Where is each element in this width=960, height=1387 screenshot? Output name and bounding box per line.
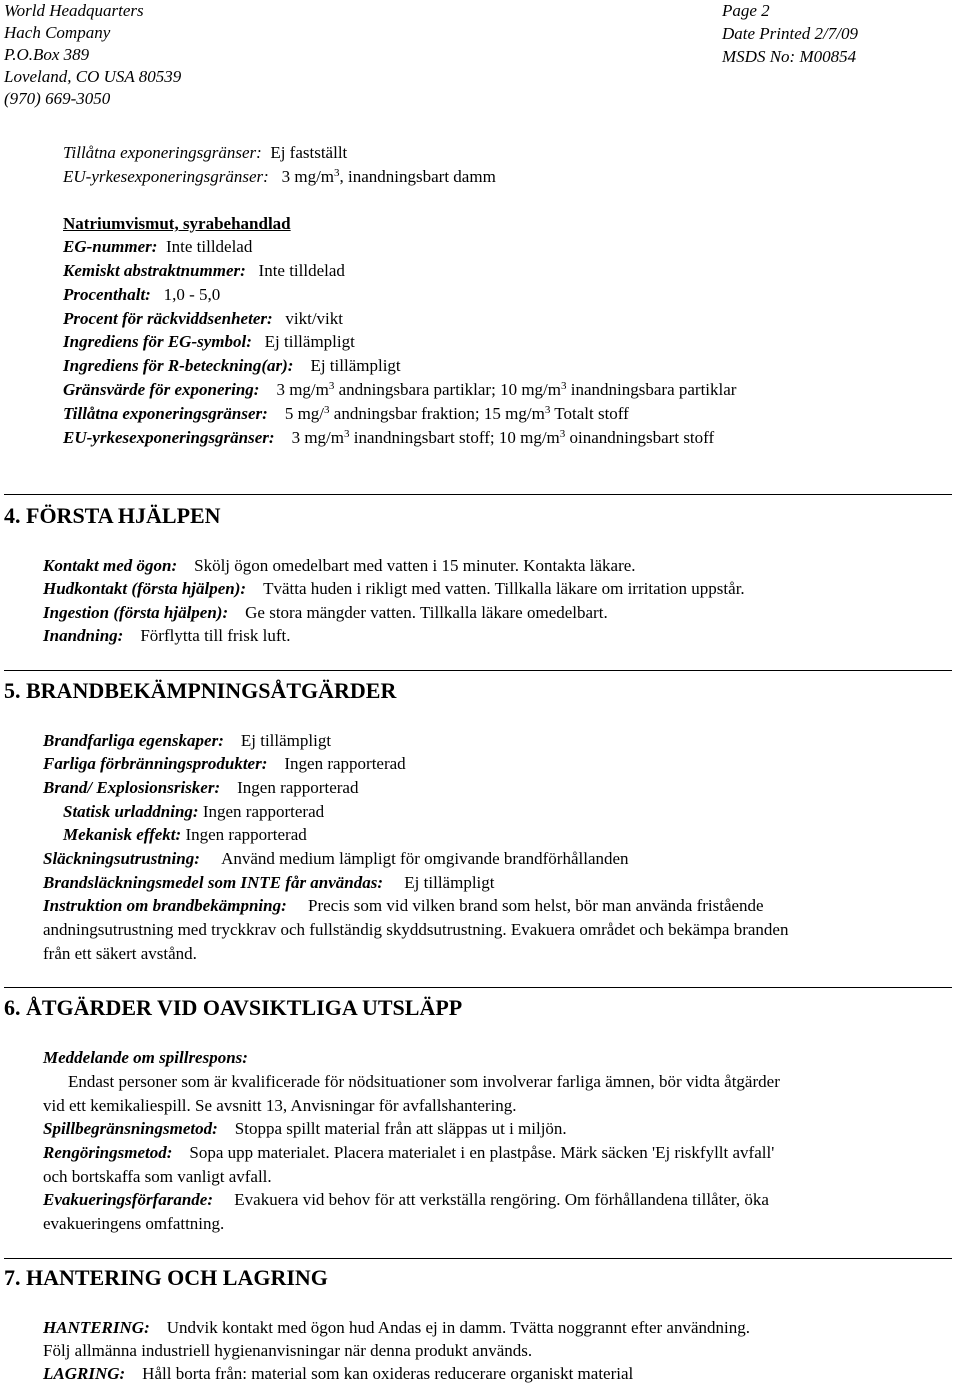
field-label: Släckningsutrustning: xyxy=(43,849,200,868)
address-line: Hach Company xyxy=(4,23,111,42)
field-value: Tvätta huden i rikligt med vatten. Tillkalla läkare om irritation uppstår. xyxy=(263,579,745,598)
superscript: 3 xyxy=(328,380,335,392)
superscript: 3 xyxy=(343,428,350,440)
field-value: Håll borta från: material som kan oxideras reducerare organiskt material xyxy=(142,1364,634,1383)
exposure-row xyxy=(63,166,496,188)
handling-row xyxy=(43,1317,750,1339)
section-divider xyxy=(4,987,952,988)
fire-row xyxy=(63,801,324,823)
release-text-line: Endast personer som är kvalificerade för nödsituationer som involverar farliga ämnen, bör vidta åtgärder xyxy=(68,1072,780,1091)
ingredient-row xyxy=(63,331,355,353)
field-value: Ej tillämpligt xyxy=(310,356,401,375)
fire-row xyxy=(43,753,406,775)
field-label: Evakueringsförfarande: xyxy=(43,1190,214,1209)
field-value: andningsbar fraktion; 15 mg/m xyxy=(329,404,545,423)
field-label: Ingestion (första hjälpen): xyxy=(43,603,229,622)
field-label: LAGRING: xyxy=(43,1364,126,1383)
field-label: Ingrediens för EG-symbol: xyxy=(63,332,252,351)
ingredient-row xyxy=(63,403,629,425)
field-value: Inte tilldelad xyxy=(165,237,253,256)
field-label: Instruktion om brandbekämpning: xyxy=(43,896,287,915)
first-aid-row xyxy=(43,578,745,600)
field-label: Meddelande om spillrespons: xyxy=(43,1048,248,1067)
field-label: Kemiskt abstraktnummer: xyxy=(63,261,246,280)
field-label: Brandsläckningsmedel som INTE får användas: xyxy=(43,873,384,892)
release-row xyxy=(43,1142,774,1164)
field-value: Ingen rapporterad xyxy=(202,802,325,821)
field-value: Använd medium lämpligt för omgivande brandförhållanden xyxy=(221,849,629,868)
section-title: 6. ÅTGÄRDER VID OAVSIKTLIGA UTSLÄPP xyxy=(4,995,463,1020)
superscript: 3 xyxy=(561,380,567,392)
ingredient-row xyxy=(63,284,220,306)
section-title: 5. BRANDBEKÄMPNINGSÅTGÄRDER xyxy=(4,678,397,703)
section-divider xyxy=(4,670,952,671)
field-value: Totalt stoff xyxy=(550,404,629,423)
field-value: inandningsbara partiklar xyxy=(566,380,737,399)
storage-row xyxy=(43,1363,633,1385)
field-label: EU-yrkesexponeringsgränser: xyxy=(63,167,269,186)
release-text-line: evakueringens omfattning. xyxy=(43,1214,225,1233)
fire-row xyxy=(43,777,358,799)
section-title: 7. HANTERING OCH LAGRING xyxy=(4,1265,328,1290)
field-label: HANTERING: xyxy=(43,1318,150,1337)
field-value: Ingen rapporterad xyxy=(284,754,406,773)
field-value: Ej tillämpligt xyxy=(240,731,332,750)
field-value: Förflytta till frisk luft. xyxy=(140,626,291,645)
ingredient-row xyxy=(63,260,345,282)
section-divider xyxy=(4,494,952,495)
ingredient-row xyxy=(63,236,252,258)
field-value: Ingen rapporterad xyxy=(237,778,359,797)
first-aid-row xyxy=(43,602,608,624)
field-value: 3 mg/m xyxy=(276,380,329,399)
field-value: Ej tillämpligt xyxy=(264,332,355,351)
field-label: EG-nummer: xyxy=(63,237,158,256)
superscript: 3 xyxy=(559,428,566,440)
field-value: andningsbara partiklar; 10 mg/m xyxy=(334,380,561,399)
address-line: Loveland, CO USA 80539 xyxy=(4,67,182,86)
field-value: , inandningsbart damm xyxy=(339,167,496,186)
field-value: 3 mg/m xyxy=(291,428,344,447)
field-label: Kontakt med ögon: xyxy=(43,556,178,575)
superscript: 3 xyxy=(324,404,330,416)
superscript: 3 xyxy=(334,167,340,179)
field-label: Rengöringsmetod: xyxy=(43,1143,173,1162)
field-label: Ingrediens för R-beteckning(ar): xyxy=(63,356,294,375)
field-value: Stoppa spillt material från att släppas ut i miljön. xyxy=(234,1119,567,1138)
address-line: P.O.Box 389 xyxy=(4,45,90,64)
field-label: EU-yrkesexponeringsgränser: xyxy=(63,428,275,447)
field-label: Spillbegränsningsmetod: xyxy=(43,1119,218,1138)
date-printed: Date Printed 2/7/09 xyxy=(722,24,858,43)
first-aid-row xyxy=(43,625,290,647)
field-value: inandningsbart stoff; 10 mg/m xyxy=(349,428,560,447)
first-aid-row xyxy=(43,555,636,577)
release-row xyxy=(43,1118,567,1140)
release-text-line: vid ett kemikaliespill. Se avsnitt 13, Anvisningar för avfallshantering. xyxy=(43,1096,517,1115)
fire-row xyxy=(63,824,307,846)
field-label: Tillåtna exponeringsgränser: xyxy=(63,404,268,423)
section-divider xyxy=(4,1258,952,1259)
field-label: Farliga förbränningsprodukter: xyxy=(43,754,268,773)
fire-text-line: från ett säkert avstånd. xyxy=(43,944,197,963)
field-label: Tillåtna exponeringsgränser: xyxy=(63,143,262,162)
field-label: Mekanisk effekt: xyxy=(63,825,182,844)
field-value: 1,0 - 5,0 xyxy=(163,285,221,304)
fire-row xyxy=(43,895,764,917)
ingredient-name: Natriumvismut, syrabehandlad xyxy=(63,214,291,233)
field-value: vikt/vikt xyxy=(285,309,344,328)
handling-text-line: Följ allmänna industriell hygienanvisningar när denna produkt används. xyxy=(43,1341,533,1360)
field-value: Ej tillämpligt xyxy=(404,873,495,892)
msds-number: MSDS No: M00854 xyxy=(722,47,857,66)
company-address xyxy=(4,0,181,110)
field-value: Precis som vid vilken brand som helst, bör man använda fristående xyxy=(308,896,764,915)
field-value: Ej fastställt xyxy=(270,143,348,162)
fire-row xyxy=(43,848,629,870)
field-label: Inandning: xyxy=(43,626,124,645)
field-value: 3 mg/m xyxy=(281,167,335,186)
ingredient-row xyxy=(63,379,736,401)
ingredient-row xyxy=(63,308,343,330)
field-label: Gränsvärde för exponering: xyxy=(63,380,260,399)
ingredient-row xyxy=(63,355,401,377)
fire-row xyxy=(43,872,495,894)
address-line: World Headquarters xyxy=(4,1,144,20)
field-label: Brandfarliga egenskaper: xyxy=(43,731,224,750)
field-value: Evakuera vid behov för att verkställa rengöring. Om förhållandena tillåter, öka xyxy=(234,1190,769,1209)
fire-text-line: andningsutrustning med tryckkrav och fullständig skyddsutrustning. Evakuera området och bekämpa branden xyxy=(43,920,789,939)
superscript: 3 xyxy=(544,404,551,416)
field-value: Undvik kontakt med ögon hud Andas ej in damm. Tvätta noggrannt efter användning. xyxy=(166,1318,750,1337)
release-text-line: och bortskaffa som vanligt avfall. xyxy=(43,1167,272,1186)
field-value: 5 mg/ xyxy=(284,404,325,423)
field-label: Hudkontakt (första hjälpen): xyxy=(43,579,247,598)
release-row xyxy=(43,1189,769,1211)
field-value: Inte tilldelad xyxy=(258,261,345,280)
field-label: Procenthalt: xyxy=(63,285,151,304)
field-label: Statisk urladdning: xyxy=(63,802,199,821)
exposure-row xyxy=(63,142,347,164)
section-title: 4. FÖRSTA HJÄLPEN xyxy=(4,503,221,528)
page-number: Page 2 xyxy=(722,1,770,20)
field-value: Ge stora mängder vatten. Tillkalla läkare omedelbart. xyxy=(245,603,608,622)
field-value: Sopa upp materialet. Placera materialet i en plastpåse. Märk säcken 'Ej riskfyllt avfall' xyxy=(189,1143,775,1162)
field-value: Skölj ögon omedelbart med vatten i 15 minuter. Kontakta läkare. xyxy=(194,556,636,575)
field-label: Procent för räckviddsenheter: xyxy=(63,309,273,328)
fire-row xyxy=(43,730,331,752)
address-line: (970) 669-3050 xyxy=(4,89,111,108)
field-label: Brand/ Explosionsrisker: xyxy=(43,778,221,797)
field-value: oinandningsbart stoff xyxy=(565,428,715,447)
field-value: Ingen rapporterad xyxy=(185,825,307,844)
ingredient-row xyxy=(63,427,714,449)
